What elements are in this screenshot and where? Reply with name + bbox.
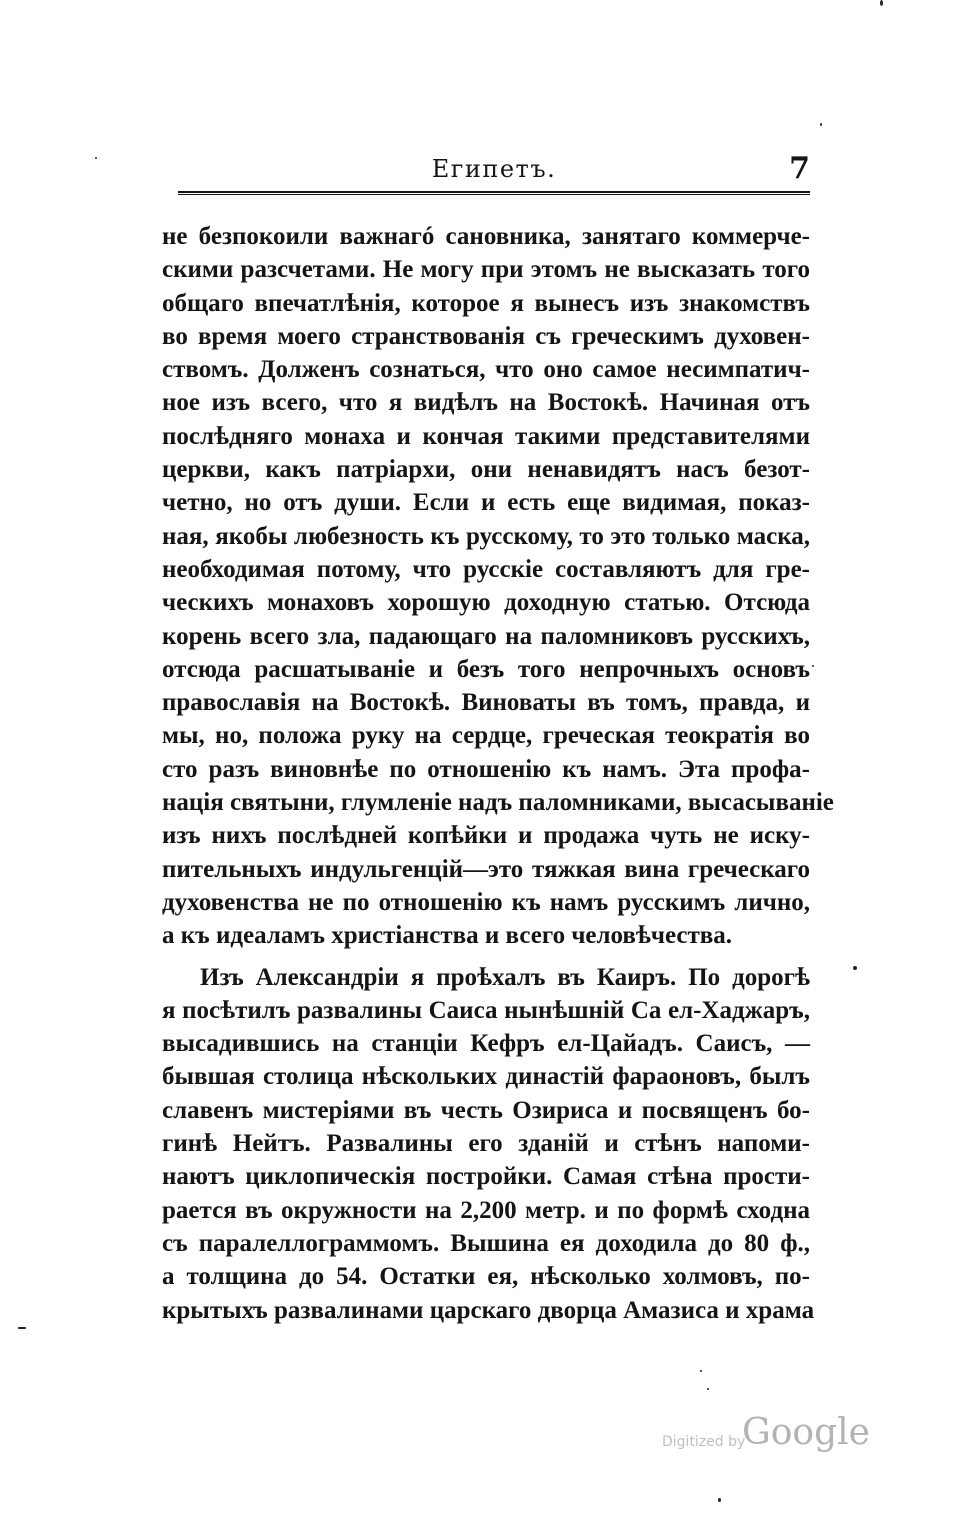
text-line: послѣдняго монаха и кончая такими представителями xyxy=(162,422,810,450)
paragraph-1 xyxy=(162,220,834,953)
text-line: Изъ Александріи я проѣхалъ въ Каиръ. По дорогѣ xyxy=(200,963,810,991)
text-line: наютъ циклопическія постройки. Самая стѣна прости- xyxy=(162,1163,810,1191)
google-watermark xyxy=(662,1412,870,1462)
text-line: церкви, какъ патріархи, они ненавидятъ насъ безот- xyxy=(162,456,810,484)
scan-speck xyxy=(707,1388,709,1390)
running-head-title: Египетъ. xyxy=(431,155,557,183)
digitized-by-label: Digitized by xyxy=(662,1434,746,1450)
text-line: крытыхъ развалинами царскаго дворца Амазиса и храма xyxy=(162,1296,815,1324)
scan-speck xyxy=(18,1327,26,1329)
text-line: пительныхъ индульгенцій—это тяжкая вина греческаго xyxy=(162,855,810,883)
text-line: четно, но отъ души. Если и есть еще видимая, показ- xyxy=(162,489,810,517)
text-line: ная, якобы любезность къ русскому, то это только маска, xyxy=(162,522,810,550)
text-line: гинѣ Нейтъ. Развалины его зданій и стѣнъ напоми- xyxy=(162,1130,810,1158)
text-line: ческихъ монаховъ хорошую доходную статью. Отсюда xyxy=(162,589,810,617)
text-line: скими разсчетами. Не могу при этомъ не высказать того xyxy=(162,256,810,284)
header-rule xyxy=(178,191,810,195)
text-line: я посѣтилъ развалины Саиса нынѣшній Са ел-Хаджаръ, xyxy=(162,996,810,1024)
text-line: отсюда расшатываніе и безъ того непрочныхъ основъ xyxy=(162,655,810,683)
scan-speck xyxy=(812,665,814,667)
text-line: во время моего странствованія съ греческимъ духовен- xyxy=(162,322,810,350)
text-line: нація святыни, глумленіе надъ паломниками, высасываніе xyxy=(162,789,834,817)
text-line: духовенства не по отношенію къ намъ русскимъ лично, xyxy=(162,888,810,916)
scan-speck xyxy=(718,1498,721,1502)
text-line: высадившись на станціи Кефръ ел-Цайадъ. Саисъ, — xyxy=(162,1030,810,1058)
text-line: не безпокоили важнагó сановника, занятаго коммерче- xyxy=(162,223,810,250)
text-line: съ паралеллограммомъ. Вышина ея доходила до 80 ф., xyxy=(162,1229,810,1257)
text-line: ное изъ всего, что я видѣлъ на Востокѣ. Начиная отъ xyxy=(162,389,810,417)
text-line: рается въ окружности на 2,200 метр. и по формѣ сходна xyxy=(162,1196,810,1224)
text-line: сто разъ виновнѣе по отношенію къ намъ. Эта профа- xyxy=(162,755,810,783)
page-number: 7 xyxy=(789,151,810,186)
scan-speck xyxy=(853,966,857,970)
text-line: славенъ мистеріями въ честь Озириса и посвященъ бо- xyxy=(162,1096,810,1124)
scan-speck xyxy=(700,1370,702,1372)
scan-speck xyxy=(880,0,883,6)
text-line: изъ нихъ послѣдней копѣйки и продажа чуть не иску- xyxy=(162,822,810,850)
text-line: общаго впечатлѣнія, которое я вынесъ изъ знакомствъ xyxy=(162,289,810,317)
text-line: мы, но, положа руку на сердце, греческая теократія во xyxy=(162,722,810,750)
text-line: православія на Востокѣ. Виноваты въ томъ, правда, и xyxy=(162,689,810,717)
google-logo: Google xyxy=(742,1412,870,1453)
paragraph-2 xyxy=(162,961,815,1327)
running-header xyxy=(178,152,810,192)
text-line: а толщина до 54. Остатки ея, нѣсколько холмовъ, по- xyxy=(162,1263,810,1291)
scan-speck xyxy=(820,123,822,126)
text-line: корень всего зла, падающаго на паломниковъ русскихъ, xyxy=(162,622,810,650)
text-line: ствомъ. Долженъ сознаться, что оно самое несимпатич- xyxy=(162,356,810,384)
text-line: необходимая потому, что русскіе составляютъ для гре- xyxy=(162,555,810,583)
paragraph-gap xyxy=(162,953,810,961)
text-line: бывшая столица нѣскольких династій фараоновъ, былъ xyxy=(162,1063,810,1091)
body-text xyxy=(162,220,834,1327)
scan-speck xyxy=(95,157,97,159)
text-line: а къ идеаламъ христіанства и всего человѣчества. xyxy=(162,922,733,950)
